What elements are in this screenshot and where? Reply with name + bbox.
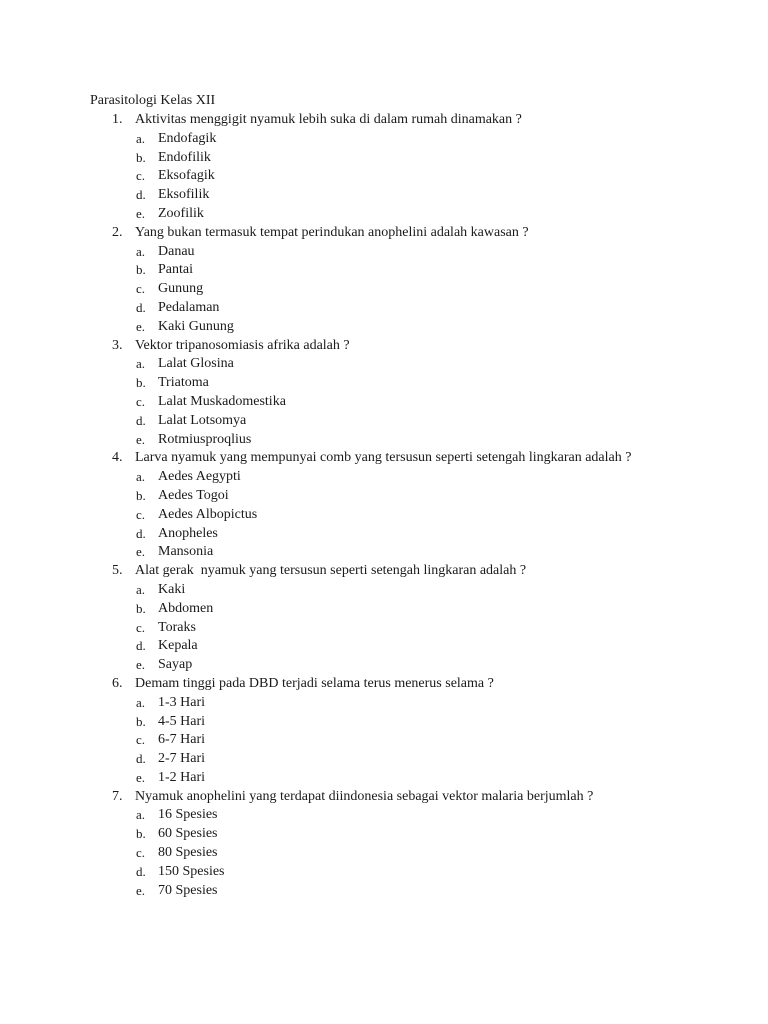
option-text: Gunung	[158, 281, 204, 297]
option-item	[0, 656, 768, 675]
question-line	[0, 449, 768, 468]
option-list	[0, 581, 768, 675]
option-letter: c.	[136, 506, 146, 522]
option-item	[0, 186, 768, 205]
option-item	[0, 694, 768, 713]
option-item	[0, 280, 768, 299]
option-list	[0, 806, 768, 900]
question-number: 6.	[112, 675, 123, 691]
question-item	[0, 562, 768, 675]
question-text: Yang bukan termasuk tempat perindukan anophelini adalah kawasan ?	[135, 224, 529, 240]
question-line	[0, 224, 768, 243]
option-letter: b.	[136, 262, 146, 278]
option-letter: c.	[136, 845, 146, 861]
option-text: Kepala	[158, 638, 198, 654]
option-list	[0, 355, 768, 449]
option-item	[0, 600, 768, 619]
option-letter: e.	[136, 882, 146, 898]
question-text: Aktivitas menggigit nyamuk lebih suka di dalam rumah dinamakan ?	[135, 112, 522, 127]
option-letter: d.	[136, 299, 146, 315]
option-text: 16 Spesies	[158, 807, 218, 823]
option-letter: e.	[136, 205, 146, 221]
option-item	[0, 374, 768, 393]
option-text: 70 Spesies	[158, 882, 218, 898]
option-letter: d.	[136, 412, 146, 428]
option-text: Kaki Gunung	[158, 318, 234, 334]
option-letter: b.	[136, 713, 146, 729]
question-number: 4.	[112, 450, 123, 466]
option-text: Rotmiusproqlius	[158, 431, 252, 447]
option-item	[0, 261, 768, 280]
option-text: 2-7 Hari	[158, 751, 206, 767]
option-item	[0, 299, 768, 318]
option-item	[0, 750, 768, 769]
option-text: Abdomen	[158, 600, 214, 616]
option-item	[0, 637, 768, 656]
question-text: Nyamuk anophelini yang terdapat diindonesia sebagai vektor malaria berjumlah ?	[135, 788, 594, 804]
option-item	[0, 506, 768, 525]
document-title: Parasitologi Kelas XII	[90, 93, 216, 108]
option-text: Lalat Lotsomya	[158, 412, 247, 428]
option-item	[0, 167, 768, 186]
option-letter: d.	[136, 187, 146, 203]
option-letter: e.	[136, 431, 146, 447]
option-letter: b.	[136, 149, 146, 165]
question-line	[0, 675, 768, 694]
question-text: Alat gerak nyamuk yang tersusun seperti setengah lingkaran adalah ?	[135, 563, 527, 579]
option-letter: c.	[136, 168, 146, 184]
option-item	[0, 543, 768, 562]
option-text: Eksofagik	[158, 168, 215, 184]
option-item	[0, 205, 768, 224]
option-text: 1-2 Hari	[158, 769, 206, 785]
option-text: Endofilik	[158, 149, 211, 165]
option-item	[0, 431, 768, 450]
option-text: Eksofilik	[158, 187, 210, 203]
question-number: 2.	[112, 224, 123, 240]
option-item	[0, 863, 768, 882]
option-letter: a.	[136, 243, 146, 259]
option-letter: e.	[136, 657, 146, 673]
option-item	[0, 149, 768, 168]
question-number: 3.	[112, 337, 123, 353]
question-text: Larva nyamuk yang mempunyai comb yang tersusun seperti setengah lingkaran adalah ?	[135, 450, 632, 466]
option-item	[0, 468, 768, 487]
question-line	[0, 111, 768, 130]
option-list	[0, 468, 768, 562]
option-item	[0, 243, 768, 262]
option-item	[0, 412, 768, 431]
option-item	[0, 825, 768, 844]
option-letter: a.	[136, 356, 146, 372]
option-text: Anopheles	[158, 525, 218, 541]
option-item	[0, 731, 768, 750]
question-line	[0, 788, 768, 807]
option-letter: c.	[136, 619, 146, 635]
option-text: 80 Spesies	[158, 845, 218, 861]
option-text: Zoofilik	[158, 205, 204, 221]
option-text: Danau	[158, 243, 195, 259]
option-letter: a.	[136, 130, 146, 146]
question-item	[0, 788, 768, 901]
option-letter: e.	[136, 769, 146, 785]
option-text: Sayap	[158, 657, 193, 673]
question-number: 1.	[112, 112, 123, 127]
option-letter: a.	[136, 581, 146, 597]
option-letter: b.	[136, 487, 146, 503]
option-list	[0, 694, 768, 788]
option-letter: a.	[136, 694, 146, 710]
option-text: Mansonia	[158, 544, 214, 560]
option-letter: d.	[136, 525, 146, 541]
option-text: Aedes Aegypti	[158, 469, 241, 485]
option-item	[0, 844, 768, 863]
question-text: Vektor tripanosomiasis afrika adalah ?	[135, 337, 350, 353]
question-item	[0, 449, 768, 562]
option-letter: e.	[136, 544, 146, 560]
option-text: 60 Spesies	[158, 826, 218, 842]
option-item	[0, 393, 768, 412]
option-item	[0, 619, 768, 638]
option-letter: a.	[136, 469, 146, 485]
question-number: 5.	[112, 563, 123, 579]
option-text: 150 Spesies	[158, 863, 225, 879]
option-item	[0, 806, 768, 825]
option-text: Aedes Albopictus	[158, 506, 258, 522]
question-item	[0, 337, 768, 450]
option-text: 4-5 Hari	[158, 713, 206, 729]
question-number: 7.	[112, 788, 123, 804]
option-letter: b.	[136, 826, 146, 842]
option-text: Triatoma	[158, 375, 209, 391]
option-text: Lalat Glosina	[158, 356, 234, 372]
option-text: Kaki	[158, 581, 186, 597]
question-item	[0, 675, 768, 788]
option-letter: d.	[136, 863, 146, 879]
option-text: Pantai	[158, 262, 193, 278]
option-text: Endofagik	[158, 130, 217, 146]
option-item	[0, 318, 768, 337]
option-list	[0, 243, 768, 337]
option-item	[0, 581, 768, 600]
option-text: 1-3 Hari	[158, 694, 206, 710]
option-item	[0, 882, 768, 901]
option-letter: d.	[136, 751, 146, 767]
option-item	[0, 769, 768, 788]
question-list	[0, 111, 768, 900]
option-text: Pedalaman	[158, 299, 220, 315]
question-text: Demam tinggi pada DBD terjadi selama terus menerus selama ?	[135, 675, 494, 691]
option-item	[0, 487, 768, 506]
option-letter: b.	[136, 375, 146, 391]
option-letter: d.	[136, 638, 146, 654]
question-item	[0, 224, 768, 337]
option-letter: c.	[136, 281, 146, 297]
option-letter: c.	[136, 732, 146, 748]
option-letter: e.	[136, 318, 146, 334]
option-letter: a.	[136, 807, 146, 823]
option-item	[0, 355, 768, 374]
option-text: 6-7 Hari	[158, 732, 206, 748]
question-line	[0, 337, 768, 356]
option-list	[0, 130, 768, 224]
option-letter: c.	[136, 393, 146, 409]
option-item	[0, 713, 768, 732]
question-line	[0, 562, 768, 581]
option-letter: b.	[136, 600, 146, 616]
option-item	[0, 525, 768, 544]
option-text: Toraks	[158, 619, 196, 635]
question-item	[0, 111, 768, 224]
option-item	[0, 130, 768, 149]
option-text: Lalat Muskadomestika	[158, 393, 286, 409]
option-text: Aedes Togoi	[158, 487, 229, 503]
